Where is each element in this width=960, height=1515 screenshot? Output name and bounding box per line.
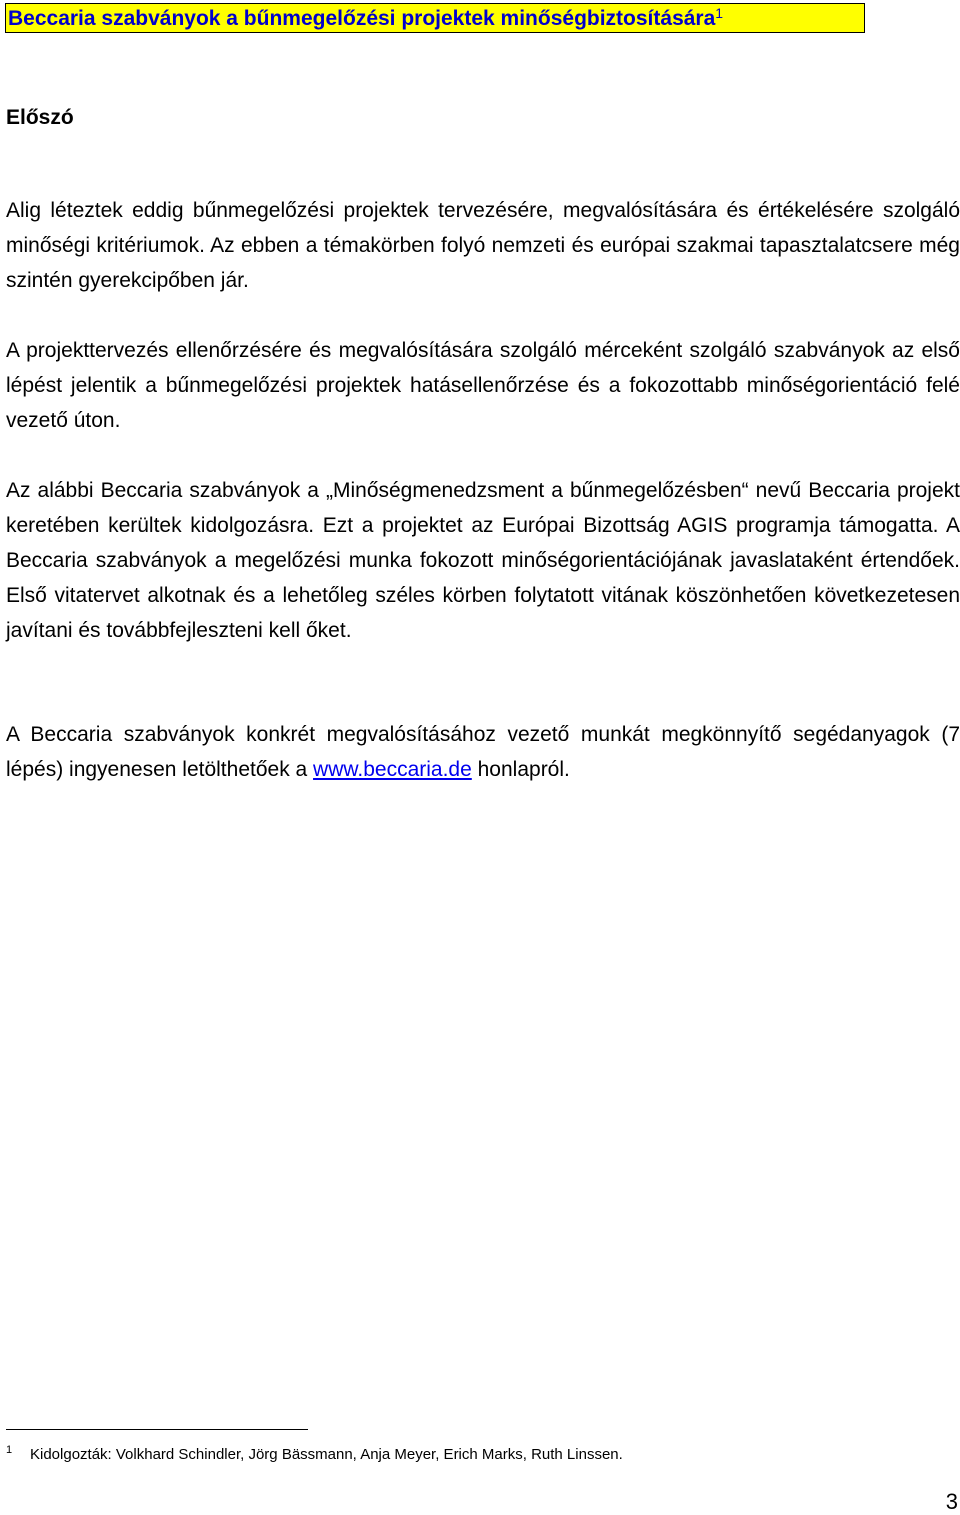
- paragraph-standards: A projekttervezés ellenőrzésére és megvalósítására szolgáló mérceként szolgáló szabványok az első lépést jelentik a bűnmegelőzési projektek hatásellenőrzése és a fokozottabb minőségorientáció felé vezető úton.: [6, 339, 960, 432]
- footnote: 1 Kidolgozták: Volkhard Schindler, Jörg Bässmann, Anja Meyer, Erich Marks, Ruth Linssen.: [6, 1444, 623, 1463]
- beccaria-website-link[interactable]: www.beccaria.de: [313, 758, 472, 781]
- document-title-text: Beccaria szabványok a bűnmegelőzési projektek minőségbiztosítására: [8, 7, 716, 30]
- title-footnote-ref[interactable]: 1: [715, 5, 724, 21]
- paragraph-intro: Alig léteztek eddig bűnmegelőzési projektek tervezésére, megvalósítására és értékelésére szolgáló minőségi kritériumok. Az ebben a témakörben folyó nemzeti és európai szakmai tapasztalatcsere még szintén gyerekcipőben jár.: [6, 199, 960, 292]
- paragraph-resources: [6, 717, 960, 787]
- document-title: [5, 3, 865, 33]
- section-heading: Előszó: [6, 106, 74, 129]
- footnote-separator: [6, 1429, 308, 1430]
- paragraph-beccaria-project: Az alábbi Beccaria szabványok a „Minőségmenedzsment a bűnmegelőzésben“ nevű Beccaria projekt keretében kerültek kidolgozásra. Ezt a projektet az Európai Bizottság AGIS programja támogatta. A Beccaria szabványok a megelőzési munka fokozott minőségorientációjának javaslataként értendőek. Első vitatervet alkotnak és a lehetőleg széles körben folytatott vitának köszönhetően következetesen javítani és továbbfejleszteni kell őket.: [6, 479, 960, 642]
- paragraph-resources-text-start: A Beccaria szabványok konkrét megvalósításához vezető munkát megkönnyítő segédanyagok (7 lépés) ingyenesen letölthetőek a: [6, 723, 960, 781]
- paragraph-resources-text-end: honlapról.: [471, 758, 570, 781]
- footnote-text: Kidolgozták: Volkhard Schindler, Jörg Bässmann, Anja Meyer, Erich Marks, Ruth Linssen.: [30, 1446, 623, 1463]
- page-number: 3: [945, 1489, 958, 1514]
